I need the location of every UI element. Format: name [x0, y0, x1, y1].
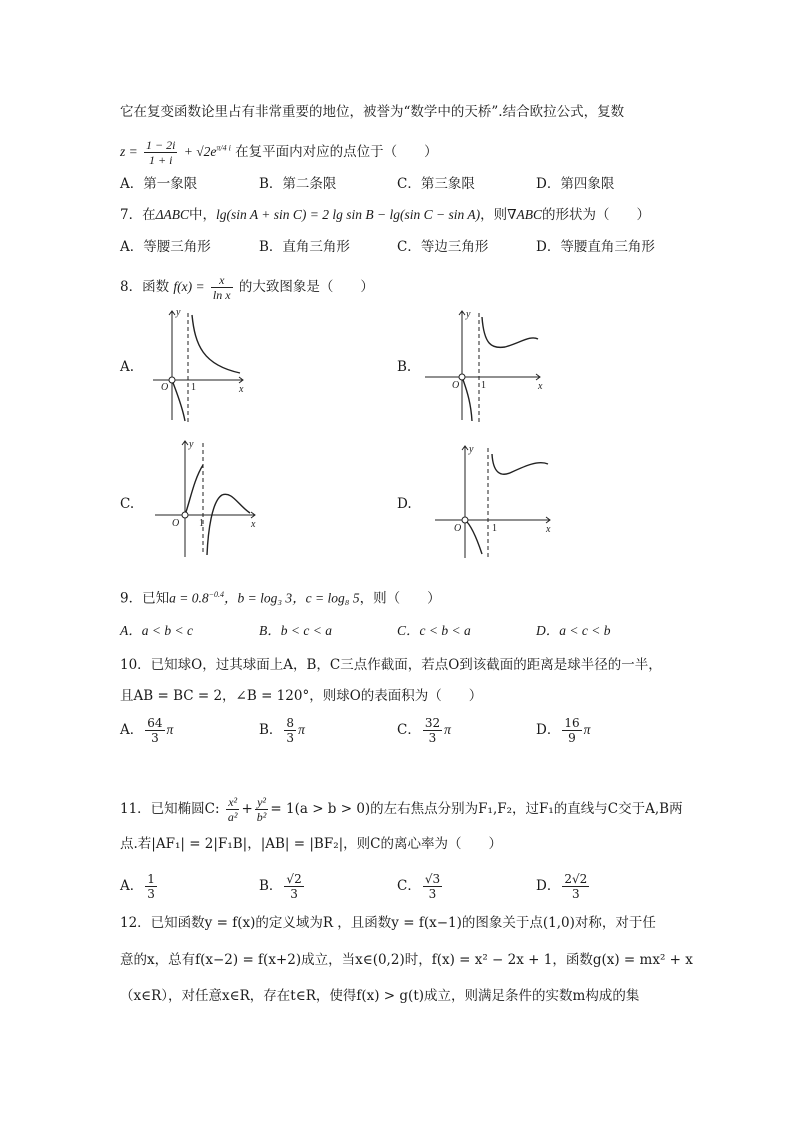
q10-option-a-num: 64: [147, 716, 163, 730]
q11-option-d-num: 2√2: [564, 872, 588, 886]
q11-option-b-den: 3: [290, 887, 298, 901]
q10-option-c-den: 3: [428, 731, 437, 745]
graph-b-label: B.: [397, 359, 412, 375]
q6-option-b: B．第二条限: [259, 176, 337, 192]
q10-option-c: [397, 716, 451, 745]
q6-line1: 它在复变函数论里占有非常重要的地位，被誉为“数学中的天桥”.结合欧拉公式，复数: [120, 104, 625, 120]
q9-c-expr: ，c = log₈ 5: [292, 590, 360, 606]
graph-c-tick: 1: [199, 518, 204, 529]
graph-d-label: D.: [397, 496, 412, 512]
q6-z-lhs: z =: [120, 144, 138, 159]
graph-b-y-label: y: [466, 309, 471, 320]
q11-option-a-den: 3: [147, 887, 155, 901]
q6-option-c: C．第三象限: [397, 176, 475, 192]
q7-option-c: C．等边三角形: [397, 239, 489, 255]
q11-option-a-label: A．: [120, 878, 144, 894]
q11-option-b-label: B．: [259, 878, 283, 894]
q10-option-b-den: 3: [286, 731, 295, 745]
graph-c-y-label: y: [189, 439, 194, 450]
graph-a-tick: 1: [191, 382, 196, 393]
q6-frac-den: 1 + i: [149, 153, 173, 167]
graph-d: [430, 440, 555, 560]
q10-option-d: [536, 716, 590, 745]
graph-a-label: A.: [120, 359, 135, 375]
q9-option-d: D．a < c < b: [536, 623, 611, 638]
q11-frac1-num: x²: [226, 795, 240, 810]
q11-option-d-den: 3: [571, 887, 580, 901]
q11-option-d: [536, 872, 591, 901]
q7-triangle: ΔABC: [155, 207, 190, 222]
q11-stem-b: = 1(a > b > 0)的左右焦点分别为F₁,F₂，过F₁的直线与C交于A,B两: [270, 801, 683, 817]
q10-option-a-den: 3: [151, 731, 159, 745]
graph-a-x-label: x: [239, 384, 244, 395]
graph-b-tick: 1: [481, 380, 486, 391]
graph-c-x-label: x: [251, 519, 256, 530]
q11-frac2-den: b²: [256, 810, 267, 824]
q11-option-b: [259, 872, 306, 901]
q11-option-c-den: 3: [428, 887, 437, 901]
q9-stem-a: 9．已知: [120, 590, 170, 607]
q8-stem-b: 的大致图象是（ ）: [238, 279, 374, 295]
q11-option-c: [397, 872, 444, 901]
q7-stem-c: ，则: [480, 207, 508, 223]
q10-line2: 且AB = BC = 2，∠B = 120°，则球O的表面积为（ ）: [120, 688, 483, 704]
q8-frac-den: ln x: [212, 288, 231, 302]
q11-plus: +: [241, 801, 253, 817]
q9-b-expr: ，b = log₃ 3: [224, 590, 293, 606]
q12-line3: （x∈R），对任意x∈R，存在t∈R，使得f(x) > g(t)成立，则满足条件的实数m构成的集: [120, 988, 640, 1004]
q10-option-c-pi: π: [444, 722, 451, 737]
q11-option-c-label: C．: [397, 878, 421, 894]
graph-a-y-label: y: [176, 307, 181, 318]
graph-c-label: C.: [120, 496, 135, 512]
q10-option-d-pi: π: [583, 722, 591, 737]
q7-stem-b: 中，: [189, 207, 217, 223]
q6-option-d: D．第四象限: [536, 176, 615, 192]
q10-option-d-label: D．: [536, 722, 561, 738]
graph-c-origin: O: [172, 518, 180, 529]
q11-option-c-num: √3: [424, 872, 441, 886]
q8-fraction: [211, 273, 233, 302]
q6-frac-num: 1 − 2i: [146, 138, 176, 152]
q11-line2: 点.若|AF₁| = 2|F₁B|，|AB| = |BF₂|，则C的离心率为（ ）: [120, 836, 502, 852]
q7-stem-d: 的形状为（ ）: [542, 207, 651, 223]
q9-option-a: A．a < b < c: [120, 623, 193, 638]
q8-f: f(x) =: [173, 279, 205, 294]
q9-option-c: C．c < b < a: [397, 623, 471, 638]
graph-d-x-label: x: [546, 524, 551, 535]
q9-option-b: B．b < c < a: [259, 623, 332, 638]
q9-stem-b: ，则（ ）: [359, 590, 441, 607]
q6-tail: 在复平面内对应的点位于（ ）: [235, 144, 438, 160]
q11-option-b-num: √2: [286, 872, 302, 886]
q7-triangle2: ∇ABC: [507, 207, 543, 222]
graph-a-origin: O: [161, 382, 169, 393]
q11-frac1-den: a²: [227, 810, 238, 824]
q7-option-d: D．等腰直角三角形: [536, 239, 655, 255]
q7-stem-a: 7．在: [120, 207, 156, 223]
q11-frac2-num: y²: [255, 795, 269, 810]
q11-stem-a: 11．已知椭圆C:: [120, 801, 220, 817]
q6-option-a: A．第一象限: [120, 176, 198, 192]
q7-equation: lg(sin A + sin C) = 2 lg sin B − lg(sin C − sin A): [216, 207, 481, 222]
q6-exponent: π/4 i: [216, 143, 231, 153]
graph-c: [150, 435, 260, 560]
q10-option-b-pi: π: [298, 722, 305, 737]
q12-line2: 意的x，总有f(x−2) = f(x+2)成立，当x∈(0,2)时，f(x) = x² − 2x + 1，函数g(x) = mx² + x: [120, 952, 693, 968]
q10-option-a: [120, 716, 173, 745]
q7-option-b: B．直角三角形: [259, 239, 350, 255]
q10-option-c-label: C．: [397, 722, 421, 738]
graph-b-origin: O: [452, 380, 460, 391]
q7-stem: [120, 205, 650, 225]
q11-option-a-num: 1: [147, 872, 155, 886]
q10-option-d-den: 9: [568, 731, 576, 745]
q11-option-d-label: D．: [536, 878, 561, 894]
graph-b: [420, 305, 550, 425]
q6-line2: [120, 138, 438, 167]
q12-line1: 12．已知函数y = f(x)的定义域为R ，且函数y = f(x−1)的图象关于点(1,0)对称，对于任: [120, 915, 656, 931]
graph-d-origin: O: [454, 523, 462, 534]
graph-d-y-label: y: [469, 444, 474, 455]
q9-stem: [120, 585, 441, 609]
graph-d-tick: 1: [492, 523, 497, 534]
q10-line1: 10．已知球O，过其球面上A，B，C三点作截面，若点O到该截面的距离是球半径的一半，: [120, 657, 662, 673]
q9-a-exp: −0.4: [208, 590, 224, 599]
q8-stem-a: 8．函数: [120, 279, 170, 295]
q8-stem: [120, 273, 374, 302]
q9-a-expr: a = 0.8: [169, 590, 209, 606]
graph-b-x-label: x: [538, 381, 543, 392]
q8-frac-num: x: [211, 273, 233, 288]
q10-option-b-num: 8: [286, 716, 295, 730]
graph-a: [145, 305, 250, 425]
q10-option-b-label: B．: [259, 722, 283, 738]
q6-plus-term: + √2e: [183, 144, 217, 159]
q10-option-d-num: 16: [564, 716, 580, 730]
q10-option-a-label: A．: [120, 722, 144, 738]
q11-option-a: [120, 872, 159, 901]
q10-option-b: [259, 716, 305, 745]
q10-option-a-pi: π: [166, 722, 174, 737]
q10-option-c-num: 32: [424, 716, 441, 730]
q11-stem: [120, 795, 683, 824]
q6-fraction: [144, 138, 177, 167]
q7-option-a: A．等腰三角形: [120, 239, 211, 255]
